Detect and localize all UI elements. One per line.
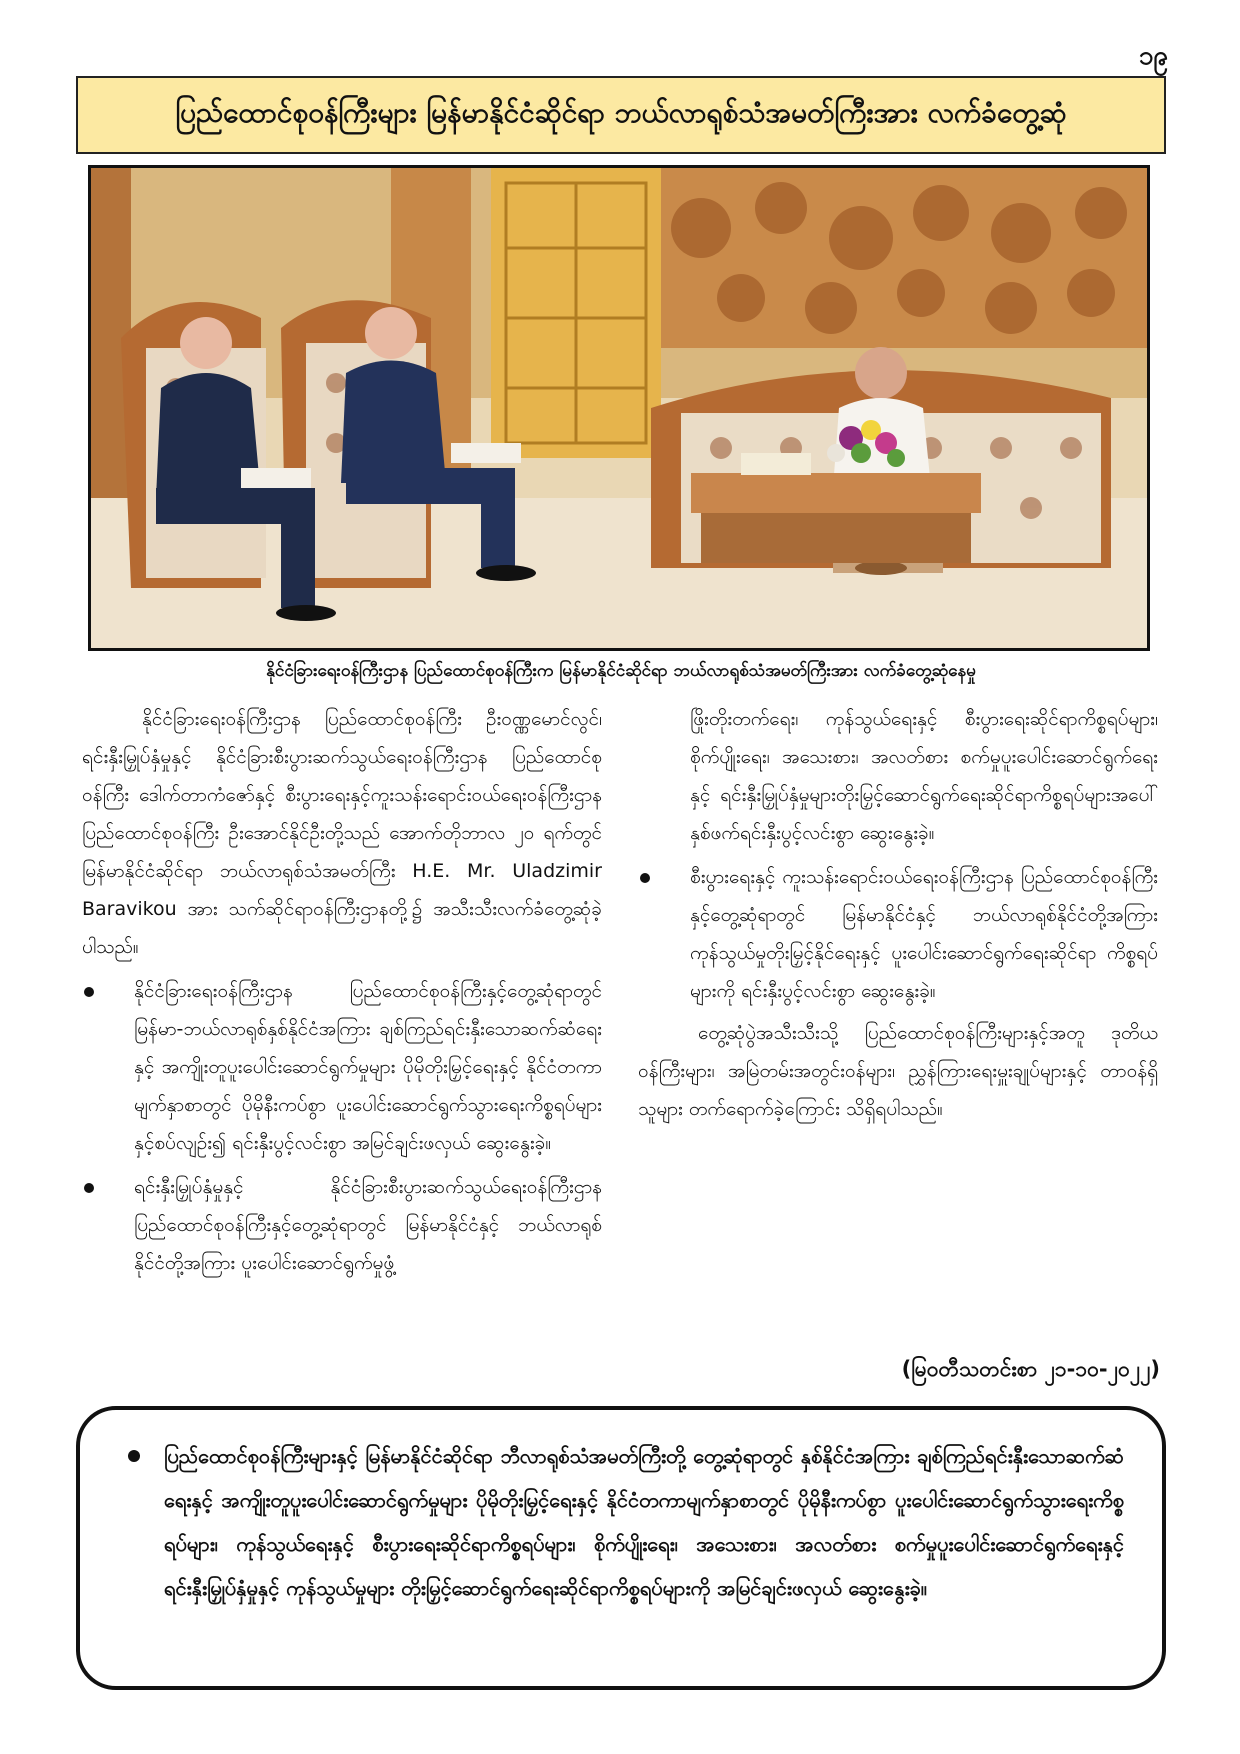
- photo-meeting-icon: [91, 168, 1147, 648]
- source-citation: (မြဝတီသတင်းစာ ၂၁-၁၀-၂၀၂၂): [901, 1357, 1160, 1381]
- bullet-text: စီးပွားရေးနှင့် ကူးသန်းရောင်းဝယ်ရေးဝန်ကြီးဌာန ပြည်ထောင်စုဝန်ကြီးနှင့်တွေ့ဆုံရာတွင် မြန်မာနိုင်ငံနှင့် ဘယ်လာရုစ်နိုင်ငံတို့အကြား ကုန်သွယ်မှုတိုးမြှင့်နိုင်ရေးနှင့် ပူးပေါင်းဆောင်ရွက်ရေးဆိုင်ရာ ကိစ္စရပ်များကို ရင်းနှီးပွင့်လင်းစွာ ဆွေးနွေးခဲ့။: [690, 866, 1158, 1002]
- page-number: ၁၉: [1138, 41, 1168, 71]
- bullet-dot-icon: [640, 873, 650, 883]
- continuation-paragraph: ဖြိုးတိုးတက်ရေး၊ ကုန်သွယ်ရေးနှင့် စီးပွားရေးဆိုင်ရာကိစ္စရပ်များ၊ စိုက်ပျိုးရေး၊ အသေးစား၊ အလတ်စား စက်မှုပူးပေါင်းဆောင်ရွက်ရေးနှင့် ရင်းနှီးမြှုပ်နှံမှုများတိုးမြှင့်ဆောင်ရွက်ရေးဆိုင်ရာကိစ္စရပ်များအပေါ် နှစ်ဖက်ရင်းနှီးပွင့်လင်းစွာ ဆွေးနွေးခဲ့။: [690, 708, 1158, 844]
- bullet-item: [82, 972, 602, 1162]
- bullet-dot-icon: [84, 1183, 94, 1193]
- summary-item: [128, 1434, 1124, 1610]
- intro-paragraph: နိုင်ငံခြားရေးဝန်ကြီးဌာန ပြည်ထောင်စုဝန်ကြီး ဦးဝဏ္ဏမောင်လွင်၊ ရင်းနှီးမြှုပ်နှံမှုနှင့် နိုင်ငံခြားစီးပွားဆက်သွယ်ရေးဝန်ကြီးဌာန ပြည်ထောင်စုဝန်ကြီး ဒေါက်တာကံဇော်နှင့် စီးပွားရေးနှင့်ကူးသန်းရောင်းဝယ်ရေးဝန်ကြီးဌာန ပြည်ထောင်စုဝန်ကြီး ဦးအောင်နိုင်ဦးတို့သည် အောက်တိုဘာလ ၂၀ ရက်တွင် မြန်မာနိုင်ငံဆိုင်ရာ ဘယ်လာရုစ်သံအမတ်ကြီး H.E. Mr. Uladzimir Baravikou အား သက်ဆိုင်ရာဝန်ကြီးဌာနတို့၌ အသီးသီးလက်ခံတွေ့ဆုံခဲ့ပါသည်။: [82, 708, 602, 958]
- closing-paragraph: တွေ့ဆုံပွဲအသီးသီးသို့ ပြည်ထောင်စုဝန်ကြီးများနှင့်အတူ ဒုတိယဝန်ကြီးများ၊ အမြဲတမ်းအတွင်းဝန်များ၊ ညွှန်ကြားရေးမှူးချုပ်များနှင့် တာဝန်ရှိသူများ တက်ရောက်ခဲ့ကြောင်း သိရှိရပါသည်။: [638, 1022, 1158, 1120]
- bullet-text: ရင်းနှီးမြှုပ်နှံမှုနှင့် နိုင်ငံခြားစီးပွားဆက်သွယ်ရေးဝန်ကြီးဌာန ပြည်ထောင်စုဝန်ကြီးနှင့်တွေ့ဆုံရာတွင် မြန်မာနိုင်ငံနှင့် ဘယ်လာရုစ်နိုင်ငံတို့အကြား ပူးပေါင်းဆောင်ရွက်မှုဖွံ့: [134, 1176, 602, 1274]
- bullet-dot-icon: [128, 1450, 140, 1462]
- bullet-item: [638, 858, 1158, 1010]
- article-title: ပြည်ထောင်စုဝန်ကြီးများ မြန်မာနိုင်ငံဆိုင်ရာ ဘယ်လာရုစ်သံအမတ်ကြီးအား လက်ခံတွေ့ဆုံ: [76, 76, 1166, 154]
- bullet-text: နိုင်ငံခြားရေးဝန်ကြီးဌာန ပြည်ထောင်စုဝန်ကြီးနှင့်တွေ့ဆုံရာတွင် မြန်မာ-ဘယ်လာရုစ်နှစ်နိုင်ငံအကြား ချစ်ကြည်ရင်းနှီးသောဆက်ဆံရေးနှင့် အကျိုးတူပူးပေါင်းဆောင်ရွက်မှုများ ပိုမိုတိုးမြှင့်ရေးနှင့် နိုင်ငံတကာမျက်နှာစာတွင် ပိုမိုနီးကပ်စွာ ပူးပေါင်းဆောင်ရွက်သွားရေးကိစ္စရပ်များနှင့်စပ်လျဉ်း၍ ရင်းနှီးပွင့်လင်းစွာ အမြင်ချင်းဖလှယ် ဆွေးနွေးခဲ့။: [134, 980, 602, 1154]
- meeting-photo: [88, 165, 1150, 651]
- bullet-dot-icon: [84, 987, 94, 997]
- right-column: [638, 700, 1158, 1128]
- bullet-item: [82, 1168, 602, 1282]
- left-column: [82, 700, 602, 1286]
- summary-text: ပြည်ထောင်စုဝန်ကြီးများနှင့် မြန်မာနိုင်ငံဆိုင်ရာ ဘီလာရုစ်သံအမတ်ကြီးတို့ တွေ့ဆုံရာတွင် နှစ်နိုင်ငံအကြား ချစ်ကြည်ရင်းနှီးသောဆက်ဆံရေးနှင့် အကျိုးတူပူးပေါင်းဆောင်ရွက်မှုများ ပိုမိုတိုးမြှင့်ရေးနှင့် နိုင်ငံတကာမျက်နှာစာတွင် ပိုမိုနီးကပ်စွာ ပူးပေါင်းဆောင်ရွက်သွားရေးကိစ္စရပ်များ၊ ကုန်သွယ်ရေးနှင့် စီးပွားရေးဆိုင်ရာကိစ္စရပ်များ၊ စိုက်ပျိုးရေး၊ အသေးစား၊ အလတ်စား စက်မှုပူးပေါင်းဆောင်ရွက်ရေးနှင့် ရင်းနှီးမြှုပ်နှံမှုနှင့် ကုန်သွယ်မှုများ တိုးမြှင့်ဆောင်ရွက်ရေးဆိုင်ရာကိစ္စရပ်များကို အမြင်ချင်းဖလှယ် ဆွေးနွေးခဲ့။: [164, 1444, 1124, 1600]
- photo-caption: နိုင်ငံခြားရေးဝန်ကြီးဌာန ပြည်ထောင်စုဝန်ကြီးက မြန်မာနိုင်ငံဆိုင်ရာ ဘယ်လာရုစ်သံအမတ်ကြီးအား လက်ခံတွေ့ဆုံနေမှု: [266, 661, 976, 681]
- summary-box: [76, 1406, 1166, 1690]
